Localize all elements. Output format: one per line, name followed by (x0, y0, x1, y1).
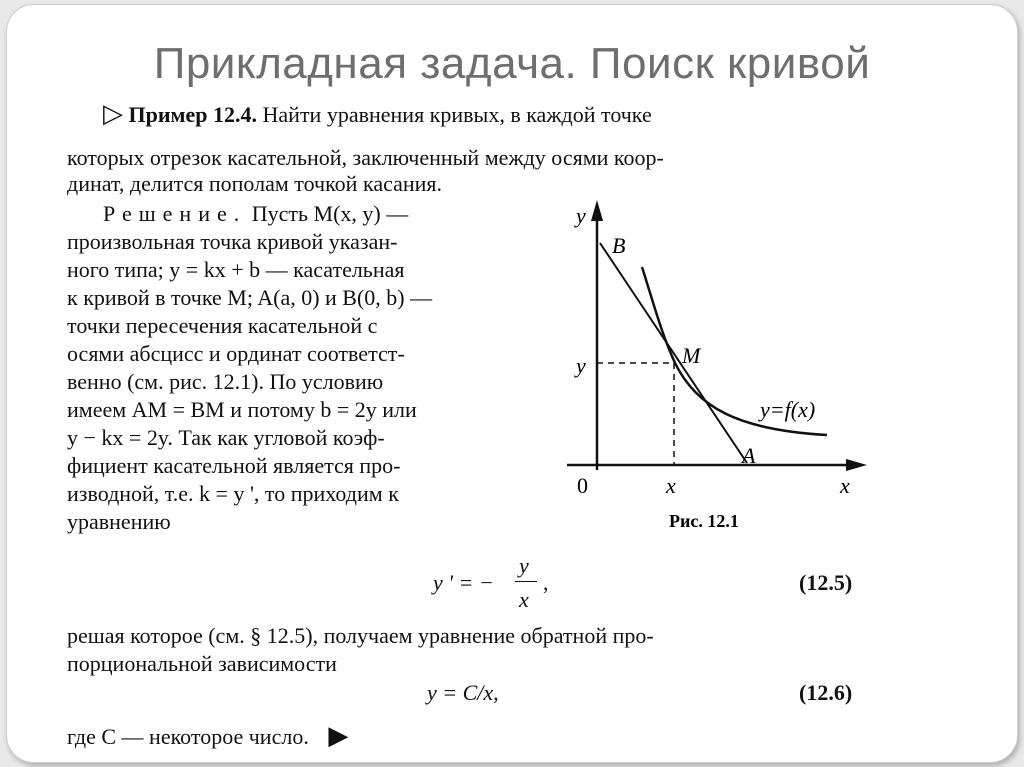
y-axis-label: y (576, 203, 586, 228)
origin-label: 0 (577, 473, 588, 498)
point-m-label: M (682, 343, 701, 368)
y-axis-arrow-icon (591, 200, 603, 221)
figure-12-1 (562, 195, 882, 535)
formula-12-6: y = C/x, (427, 680, 499, 705)
end-marker-icon: ▶ (328, 721, 349, 751)
figure-caption: Рис. 12.1 (669, 511, 739, 531)
solution-line1-text: Пусть M(x, y) — (251, 201, 409, 226)
solution-line-5: точки пересечения касательной с (67, 313, 378, 338)
solution-line-9: y − kx = 2y. Так как угловой коэф- (67, 425, 385, 450)
formula1-tail: , (543, 570, 549, 595)
formula1-denominator: x (519, 587, 529, 612)
solution-line-4: к кривой в точке M; A(a, 0) и B(0, b) — (67, 285, 433, 310)
formula1-numerator: y (519, 553, 529, 578)
solution-line-3: ного типа; y = kx + b — касательная (67, 257, 405, 282)
fraction-bar (515, 581, 537, 582)
example-line-1 (103, 101, 652, 128)
solution-line-12: уравнению (67, 509, 171, 534)
slide (6, 4, 1018, 763)
formula-12-5 (433, 570, 494, 596)
solution-line-2: произвольная точка кривой указан- (67, 229, 398, 254)
solution-line-1 (103, 201, 408, 227)
equation-number-12-5: (12.5) (799, 570, 853, 595)
example-line-2: которых отрезок касательной, заключенный между осями коор- (67, 145, 664, 170)
example-line1-text: Найти уравнения кривых, в каждой точке (262, 102, 652, 127)
example-marker-icon: ▷ (103, 99, 123, 129)
after-formula-line-2: порциональной зависимости (67, 651, 337, 676)
solution-label: Решение. (103, 201, 247, 226)
solution-line-7: венно (см. рис. 12.1). По условию (67, 369, 384, 394)
x-tick-label: x (666, 473, 676, 498)
closing-text: где C — некоторое число. (67, 724, 309, 749)
formula1-lhs: y ' = − (433, 570, 494, 595)
equation-number-12-6: (12.6) (799, 680, 853, 705)
y-tick-label: y (576, 353, 586, 378)
solution-line-8: имеем AM = BM и потому b = 2y или (67, 397, 417, 422)
example-heading: Пример 12.4. (128, 102, 258, 127)
x-axis-label: x (840, 473, 850, 498)
slide-title: Прикладная задача. Поиск кривой (153, 39, 871, 88)
solution-line-6: осями абсцисс и ординат соответст- (67, 341, 405, 366)
x-axis-arrow-icon (846, 459, 867, 471)
solution-line-11: изводной, т.е. k = y ', то приходим к (67, 481, 399, 506)
curve-label: y=f(x) (760, 397, 816, 422)
example-line-3: динат, делится пополам точкой касания. (67, 171, 443, 196)
point-b-label: B (612, 233, 626, 258)
solution-line-10: фициент касательной является про- (67, 453, 401, 478)
closing-line (67, 723, 348, 750)
point-a-label: A (742, 443, 756, 468)
after-formula-line-1: решая которое (см. § 12.5), получаем уравнение обратной про- (67, 623, 654, 648)
